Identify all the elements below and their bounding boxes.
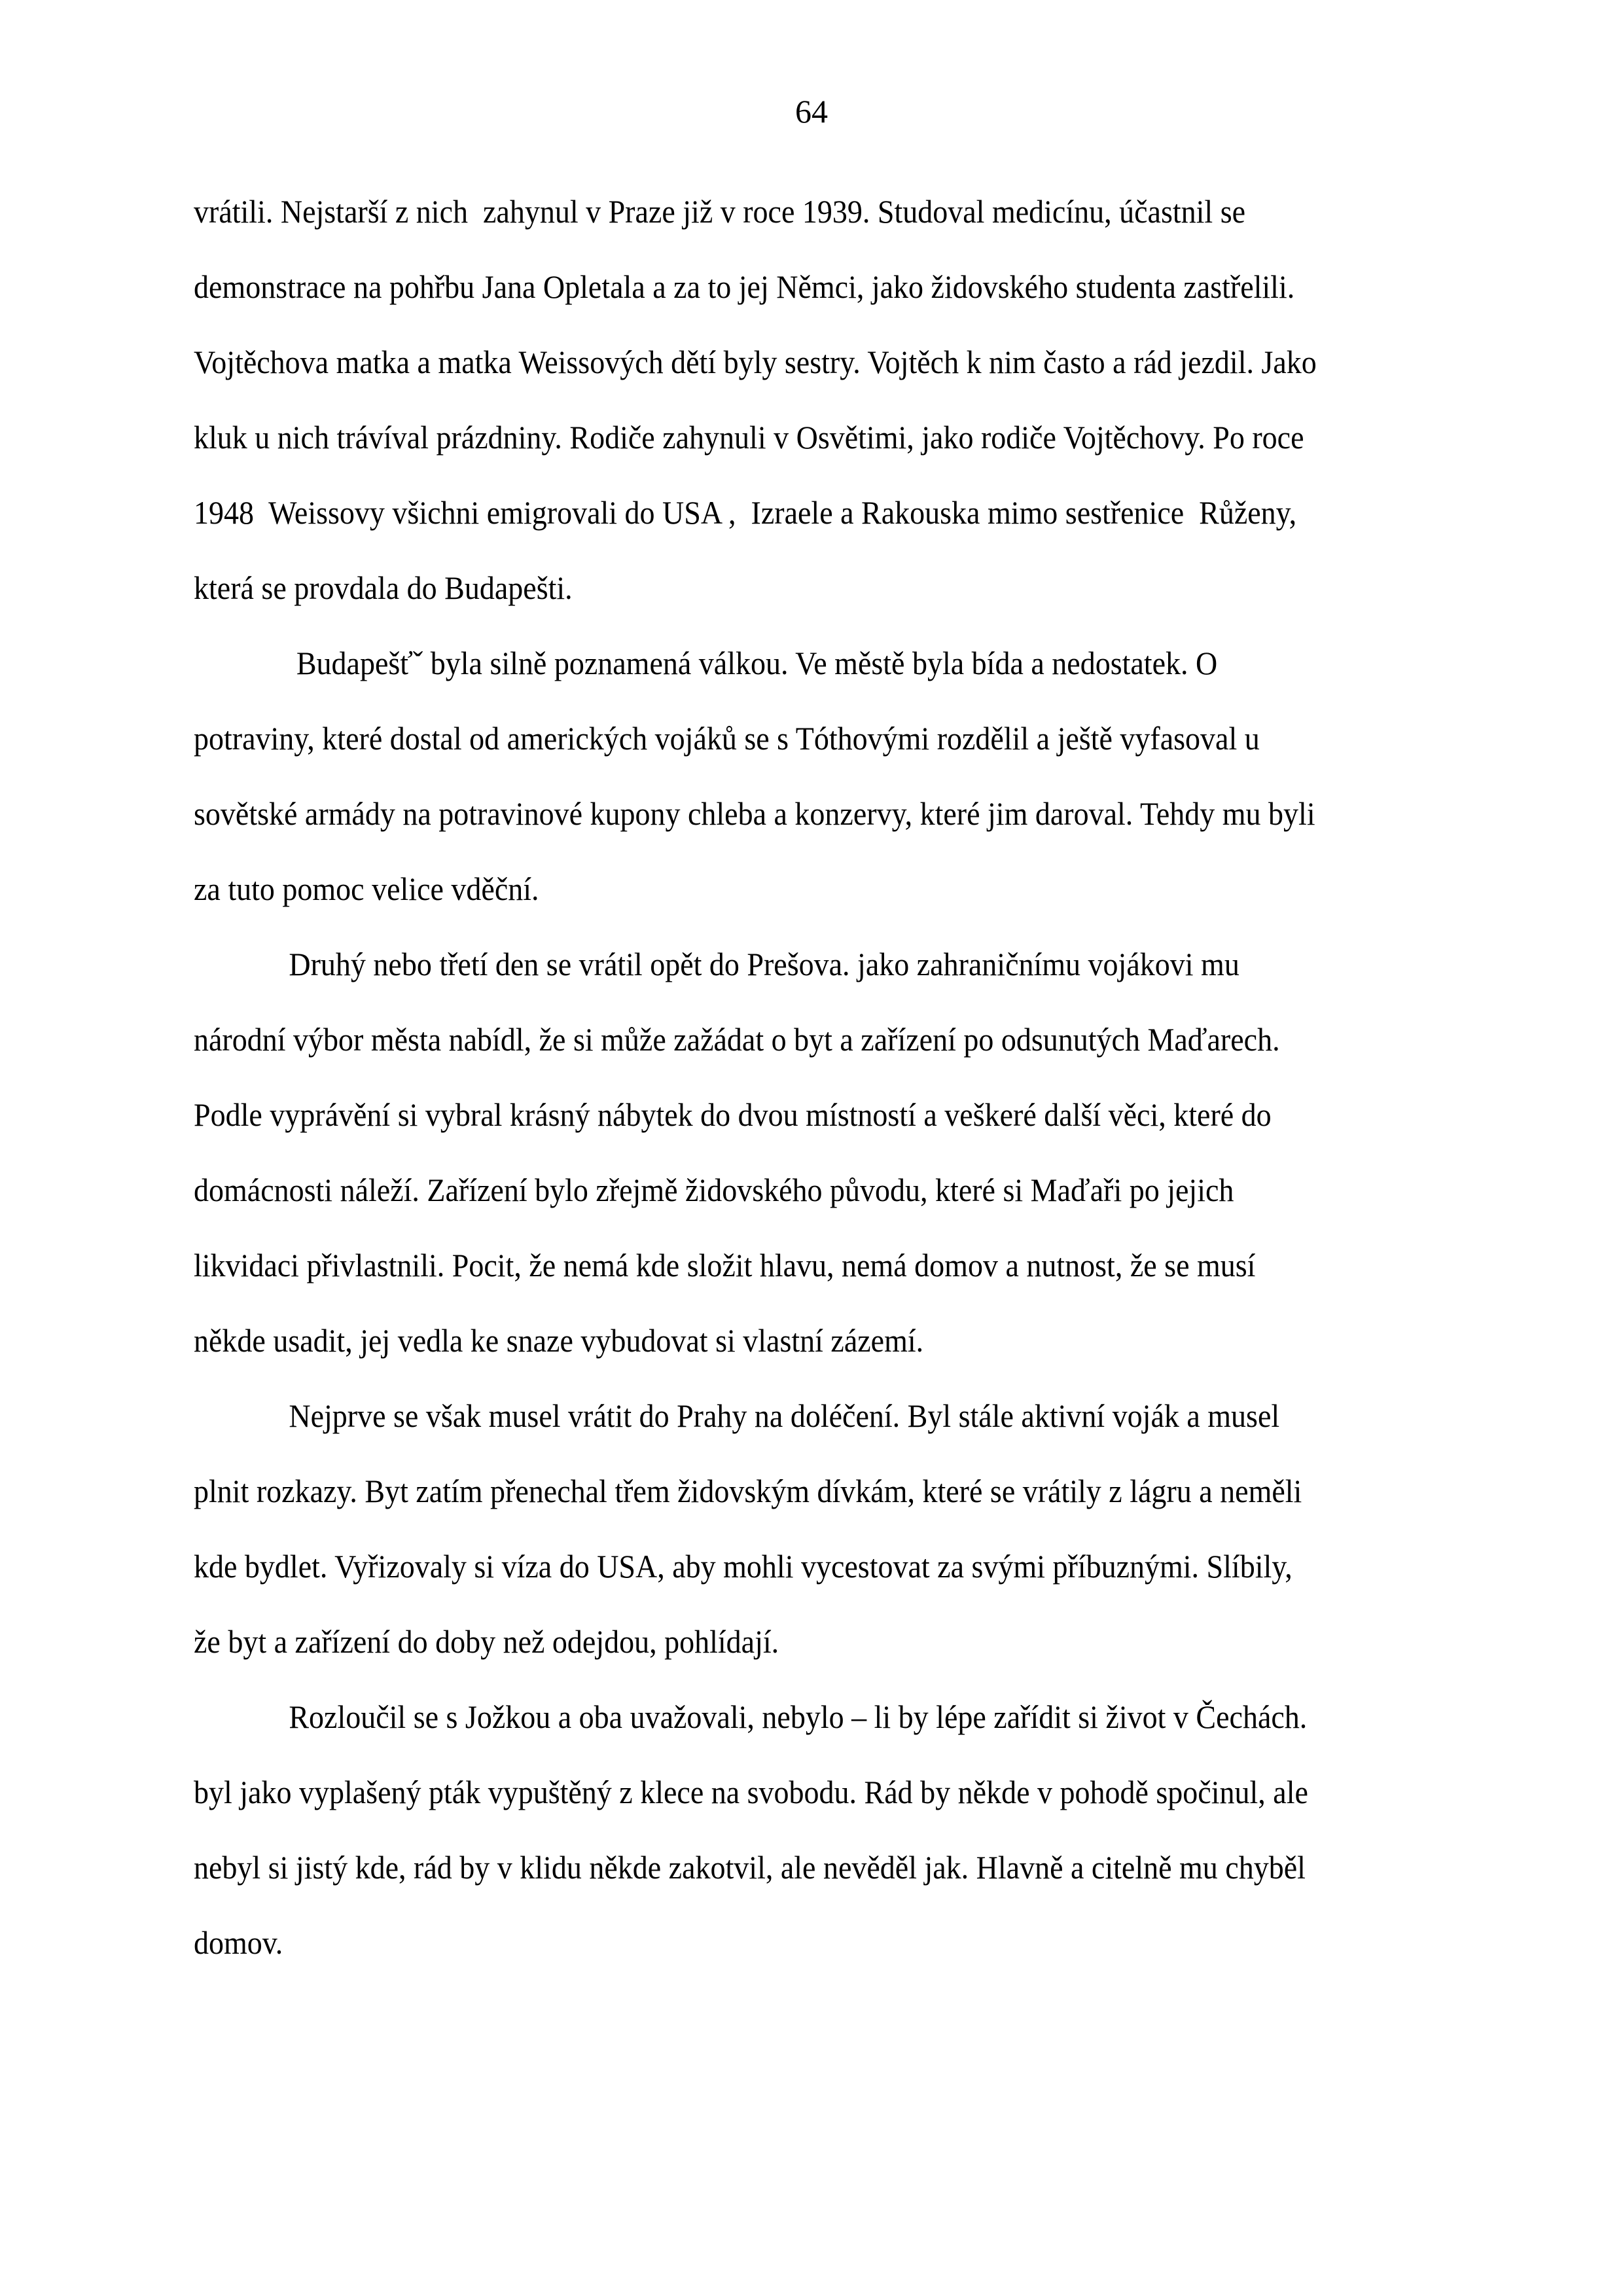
text-line: plnit rozkazy. Byt zatím přenechal třem židovským dívkám, které se vrátily z lágru a neměli (194, 1473, 1302, 1509)
text-line: za tuto pomoc velice vděční. (194, 870, 539, 907)
text-line: že byt a zařízení do doby než odejdou, pohlídají. (194, 1623, 779, 1660)
text-line: demonstrace na pohřbu Jana Opletala a za to jej Němci, jako židovského studenta zastřelili. (194, 268, 1295, 305)
text-line: kde bydlet. Vyřizovaly si víza do USA, aby mohli vycestovat za svými příbuznými. Slíbily, (194, 1548, 1293, 1585)
text-line: sovětské armády na potravinové kupony chleba a konzervy, které jim daroval. Tehdy mu byli (194, 795, 1315, 832)
document-body (194, 174, 1437, 1981)
text-line: 1948 Weissovy všichni emigrovali do USA , Izraele a Rakouska mimo sestřenice Růženy, (194, 494, 1297, 531)
text-line: Druhý nebo třetí den se vrátil opět do Prešova. jako zahraničnímu vojákovi mu (289, 946, 1240, 982)
page-number: 64 (795, 93, 828, 130)
text-line: nebyl si jistý kde, rád by v klidu někde zakotvil, ale nevěděl jak. Hlavně a citelně mu chyběl (194, 1849, 1306, 1886)
text-line: byl jako vyplašený pták vypuštěný z klece na svobodu. Rád by někde v pohodě spočinul, ale (194, 1774, 1308, 1810)
text-line: Vojtěchova matka a matka Weissových dětí byly sestry. Vojtěch k nim často a rád jezdil. Jako (194, 344, 1317, 380)
text-line: likvidaci přivlastnili. Pocit, že nemá kde složit hlavu, nemá domov a nutnost, že se musí (194, 1247, 1256, 1283)
text-line: vrátili. Nejstarší z nich zahynul v Praze již v roce 1939. Studoval medicínu, účastnil se (194, 193, 1246, 230)
text-line: domov. (194, 1924, 283, 1961)
text-line: někde usadit, jej vedla ke snaze vybudovat si vlastní zázemí. (194, 1322, 924, 1359)
text-line: domácnosti náleží. Zařízení bylo zřejmě židovského původu, které si Maďaři po jejich (194, 1172, 1234, 1208)
text-line: Podle vyprávění si vybral krásný nábytek do dvou místností a veškeré další věci, které do (194, 1096, 1272, 1133)
text-line: která se provdala do Budapešti. (194, 569, 573, 606)
text-line: kluk u nich trávíval prázdniny. Rodiče zahynuli v Osvětimi, jako rodiče Vojtěchovy. Po roce (194, 419, 1304, 456)
text-line: národní výbor města nabídl, že si může zažádat o byt a zařízení po odsunutých Maďarech. (194, 1021, 1280, 1058)
text-line: Nejprve se však musel vrátit do Prahy na doléčení. Byl stále aktivní voják a musel (289, 1397, 1280, 1434)
text-line: Rozloučil se s Jožkou a oba uvažovali, nebylo – li by lépe zařídit si život v Čechách. (289, 1698, 1308, 1735)
text-line: Budapešťˇ byla silně poznamená válkou. Ve městě byla bída a nedostatek. O (289, 645, 1218, 681)
text-line: potraviny, které dostal od amerických vojáků se s Tóthovými rozdělil a ještě vyfasoval u (194, 720, 1260, 757)
